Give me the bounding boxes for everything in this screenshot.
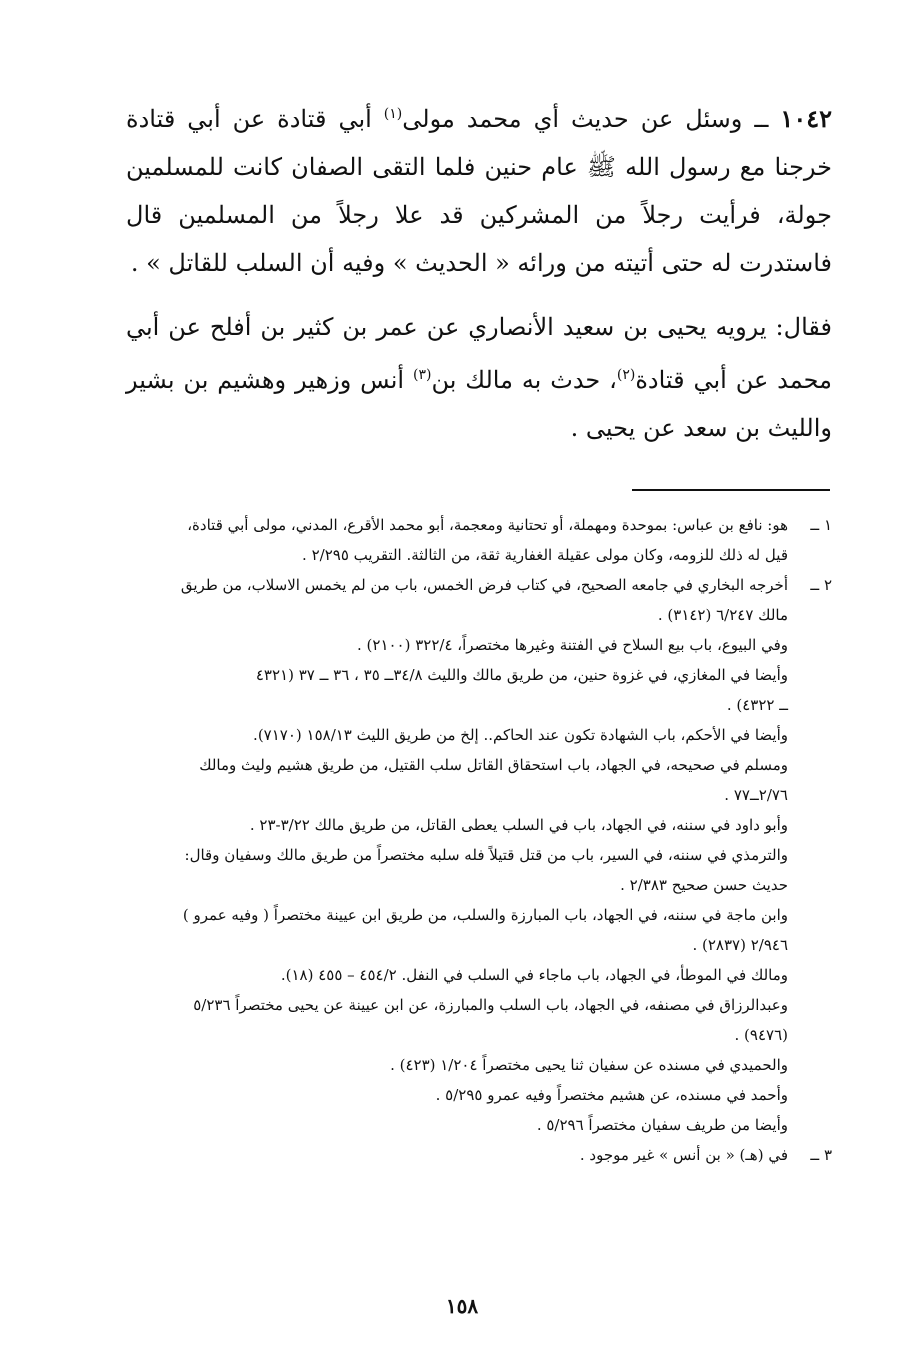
footnote-line: قيل له ذلك للزومه، وكان مولى عقيلة الغفارية ثقة، من الثالثة. التقريب ٢/٢٩٥ . [302, 546, 788, 564]
footnote-line: مالك ٦/٢٤٧ (٣١٤٢) . [657, 606, 788, 624]
footnote-3-marker: ٣ ــ [810, 1146, 832, 1164]
footnote-line: وابن ماجة في سننه، في الجهاد، باب المبارزة والسلب، من طريق ابن عيينة مختصراً ( وفيه عمرو ) [182, 906, 788, 924]
footnote-ref-3[interactable]: (٣) [412, 367, 432, 383]
footnote-line: حديث حسن صحيح ٢/٣٨٣ . [620, 876, 788, 894]
footnote-1 [120, 510, 832, 570]
footnote-line: وأيضا من طريف سفيان مختصراً ٥/٢٩٦ . [536, 1116, 788, 1134]
entry-line2: خرجنا مع رسول الله ﷺ عام حنين فلما التقى الصفان كانت للمسلمين جولة، [126, 153, 832, 229]
page-number: ١٥٨ [445, 1294, 479, 1318]
paragraph-1042 [126, 90, 832, 287]
footnote-2 [120, 570, 832, 1140]
footnote-line: وأبو داود في سننه، في الجهاد، باب في السلب يعطى القاتل، من طريق مالك ٣/٢٢-٢٣ . [249, 816, 788, 834]
footnote-line: ومسلم في صحيحه، في الجهاد، باب استحقاق القاتل سلب القتيل، من طريق هشيم وليث ومالك [199, 756, 788, 774]
footnote-3 [120, 1140, 832, 1170]
footnote-line: ــ ٤٣٢٢) . [726, 696, 788, 714]
footnote-line: ومالك في الموطأ، في الجهاد، باب ماجاء في السلب في النفل. ٤٥٤/٢ – ٤٥٥ (١٨). [280, 966, 788, 984]
entry-line4: من ورائه « الحديث » وفيه أن السلب للقاتل » . [130, 249, 606, 277]
footnote-line: وأيضا في الأحكم، باب الشهادة تكون عند الحاكم.. إلخ من طريق الليث ١٥٨/١٣ (٧١٧٠). [253, 726, 788, 744]
footnote-line: (٩٤٧٦) . [734, 1026, 788, 1044]
footnote-line: والترمذي في سننه، في السير، باب من قتل قتيلاً فله سلبه مختصراً من طريق مالك وسفيان وقال: [184, 846, 788, 864]
footnote-line: ٢/٩٤٦ (٢٨٣٧) . [692, 936, 788, 954]
footnote-line: وعبدالرزاق في مصنفه، في الجهاد، باب السلب والمبارزة، عن ابن عيينة عن يحيى مختصراً ٥/٢٣٦ [193, 996, 788, 1014]
main-text [126, 90, 832, 468]
footnote-line: أخرجه البخاري في جامعه الصحيح، في كتاب فرض الخمس، باب من لم يخمس الاسلاب، من طريق [180, 576, 788, 594]
footnote-ref-1[interactable]: (١) [383, 106, 403, 122]
answer-line1: فقال: يرويه يحيى بن سعيد الأنصاري عن عمر بن كثير بن أفلح عن أبي محمد [126, 313, 832, 394]
footnote-line: وأيضا في المغازي، في غزوة حنين، من طريق مالك والليث ٣٤/٨ــ ٣٥ ، ٣٦ ــ ٣٧ (٤٣٢١ [255, 666, 788, 684]
footnote-1-marker: ١ ــ [810, 516, 832, 534]
entry-dash: ــ [754, 105, 769, 133]
footnotes [120, 510, 832, 1170]
answer-line2c: أنس وزهير وهشيم بن بشير والليث بن [126, 366, 832, 442]
entry-lead-text: وسئل عن حديث أي محمد مولى [402, 105, 743, 133]
answer-line3: سعد عن يحيى . [570, 414, 728, 442]
footnote-2-marker: ٢ ــ [810, 576, 832, 594]
entry-number: ١٠٤٢ [780, 104, 832, 133]
answer-line2a: عن أبي قتادة [635, 366, 769, 394]
footnote-line: في (هـ) « بن أنس » غير موجود . [579, 1146, 788, 1164]
entry-line3: فرأيت رجلاً من المشركين قد علا رجلاً من المسلمين قال فاستدرت له حتى أتيته [126, 201, 832, 277]
footnote-ref-2[interactable]: (٢) [616, 367, 636, 383]
footnote-line: هو: نافع بن عباس: بموحدة ومهملة، أو تحتانية ومعجمة، أبو محمد الأقرع، المدني، مولى أبي قتادة، [187, 516, 788, 534]
footnote-line: وفي البيوع، باب بيع السلاح في الفتنة وغيرها مختصراً، ٣٢٢/٤ (٢١٠٠) . [357, 636, 788, 654]
footnote-separator [632, 489, 830, 491]
paragraph-answer [126, 303, 832, 452]
entry-line1-end: أبي قتادة عن أبي قتادة [126, 105, 372, 133]
footnote-line: وأحمد في مسنده، عن هشيم مختصراً وفيه عمرو ٥/٢٩٥ . [435, 1086, 788, 1104]
answer-line2b: ، حدث به مالك بن [431, 366, 617, 394]
footnote-line: والحميدي في مسنده عن سفيان ثنا يحيى مختصراً ١/٢٠٤ (٤٢٣) . [390, 1056, 788, 1074]
footnote-line: ٢/٧٦ــ٧٧ . [724, 786, 788, 804]
